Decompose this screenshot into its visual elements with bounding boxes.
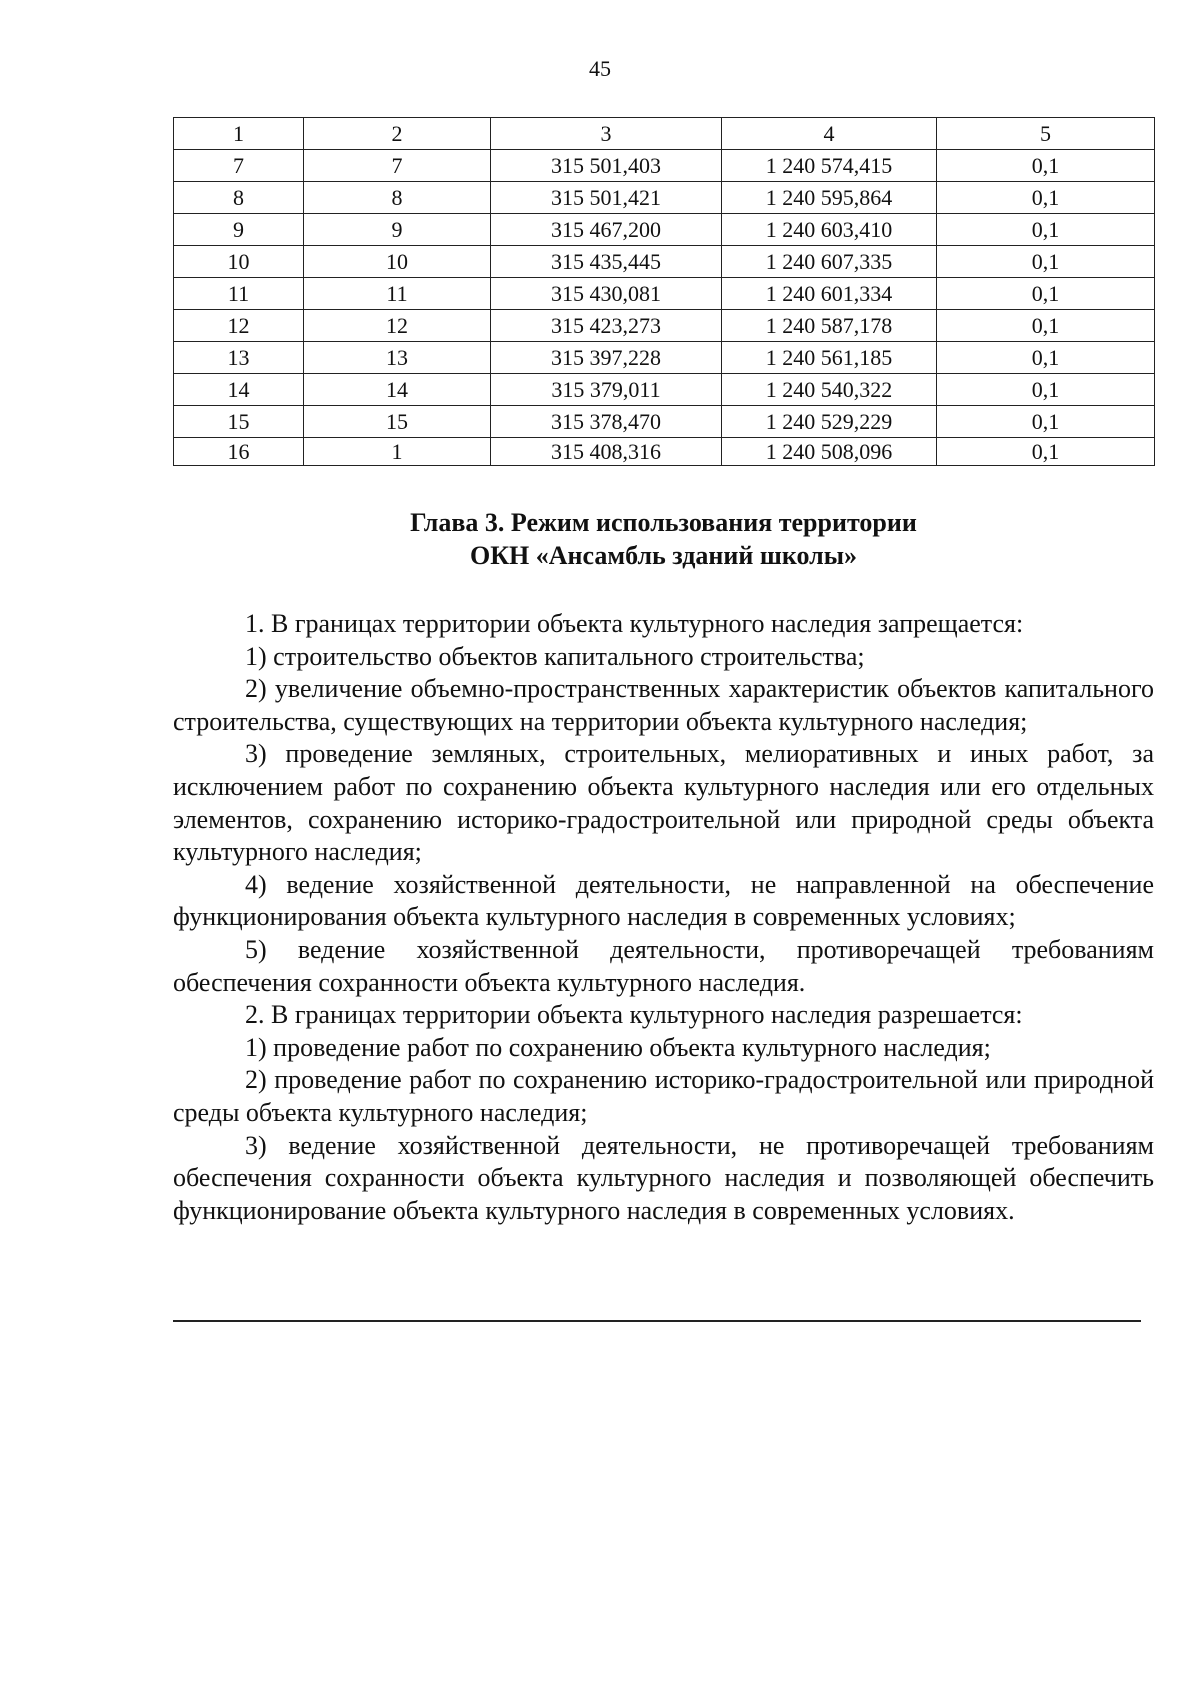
paragraph: 1) строительство объектов капитального строительства;: [245, 641, 865, 671]
table-cell: 0,1: [937, 246, 1155, 278]
table-header-cell: 2: [304, 118, 491, 150]
table-cell: 0,1: [937, 406, 1155, 438]
table-cell: 14: [304, 374, 491, 406]
paragraph: 5) ведение хозяйственной деятельности, противоречащей требованиям обеспечения сохранности объекта культурного наследия.: [173, 934, 1154, 997]
chapter-title-line: Глава 3. Режим использования территории: [410, 508, 917, 537]
paragraph: 4) ведение хозяйственной деятельности, не направленной на обеспечение функционирования объекта культурного наследия в современных условиях;: [173, 869, 1154, 932]
table-cell: 16: [174, 438, 304, 466]
table-cell: 1: [304, 438, 491, 466]
table-header-cell: 1: [174, 118, 304, 150]
table-cell: 0,1: [937, 438, 1155, 466]
table-cell: 1 240 574,415: [722, 150, 937, 182]
chapter-title-line: ОКН «Ансамбль зданий школы»: [469, 541, 858, 570]
table-cell: 1 240 540,322: [722, 374, 937, 406]
table-row: [174, 342, 1155, 374]
table-header-cell: 3: [491, 118, 722, 150]
table-cell: 0,1: [937, 310, 1155, 342]
table-cell: 315 378,470: [491, 406, 722, 438]
table-cell: 315 397,228: [491, 342, 722, 374]
table-cell: 8: [174, 182, 304, 214]
table-cell: 10: [304, 246, 491, 278]
table-row: [174, 406, 1155, 438]
table-row: [174, 182, 1155, 214]
table-cell: 1 240 587,178: [722, 310, 937, 342]
table-cell: 1 240 601,334: [722, 278, 937, 310]
document-body: [173, 608, 1154, 1227]
table-cell: 12: [174, 310, 304, 342]
paragraph: 2) проведение работ по сохранению историко-градостроительной или природной среды объекта культурного наследия;: [173, 1065, 1154, 1127]
table-cell: 1 240 603,410: [722, 214, 937, 246]
table-cell: 0,1: [937, 278, 1155, 310]
table-cell: 13: [174, 342, 304, 374]
table-cell: 10: [174, 246, 304, 278]
table-cell: 0,1: [937, 182, 1155, 214]
table-row: [174, 214, 1155, 246]
coordinates-table: [173, 117, 1155, 466]
table-cell: 315 467,200: [491, 214, 722, 246]
table-cell: 7: [304, 150, 491, 182]
table-cell: 0,1: [937, 150, 1155, 182]
table-cell: 315 430,081: [491, 278, 722, 310]
table-cell: 1 240 607,335: [722, 246, 937, 278]
table-cell: 1 240 529,229: [722, 406, 937, 438]
table-cell: 13: [304, 342, 491, 374]
table-cell: 0,1: [937, 342, 1155, 374]
table-cell: 1 240 595,864: [722, 182, 937, 214]
table-row: [174, 310, 1155, 342]
table-cell: 315 501,403: [491, 150, 722, 182]
paragraph: 1) проведение работ по сохранению объекта культурного наследия;: [245, 1032, 991, 1062]
paragraph: 3) ведение хозяйственной деятельности, не противоречащей требованиям обеспечения сохранности объекта культурного наследия и позволяющей обеспечить функционирование объекта культурного наследия в современных условиях.: [173, 1130, 1154, 1225]
table-cell: 15: [174, 406, 304, 438]
table-cell: 14: [174, 374, 304, 406]
table-cell: 9: [304, 214, 491, 246]
table-cell: 11: [174, 278, 304, 310]
table-row: [174, 246, 1155, 278]
paragraph: 2) увеличение объемно-пространственных характеристик объектов капитального строительства, существующих на территории объекта культурного наследия;: [173, 674, 1154, 736]
table-header-row: [174, 118, 1155, 150]
table-row: [174, 374, 1155, 406]
paragraph: 1. В границах территории объекта культурного наследия запрещается:: [245, 609, 1024, 638]
table-header-cell: 5: [937, 118, 1155, 150]
table-cell: 15: [304, 406, 491, 438]
table-cell: 315 435,445: [491, 246, 722, 278]
table-cell: 315 379,011: [491, 374, 722, 406]
end-divider: [173, 1320, 1141, 1322]
table-cell: 8: [304, 182, 491, 214]
chapter-title: [173, 506, 1154, 572]
table-cell: 0,1: [937, 214, 1155, 246]
table-row: [174, 150, 1155, 182]
paragraph: 3) проведение земляных, строительных, мелиоративных и иных работ, за исключением работ по сохранению объекта культурного наследия или его отдельных элементов, сохранению историко-градостроительной или природной среды объекта культурного наследия;: [173, 739, 1154, 867]
table-header-cell: 4: [722, 118, 937, 150]
table-cell: 9: [174, 214, 304, 246]
table-cell: 315 408,316: [491, 438, 722, 466]
table-cell: 11: [304, 278, 491, 310]
paragraph: 2. В границах территории объекта культурного наследия разрешается:: [245, 1000, 1023, 1030]
table-row: [174, 278, 1155, 310]
page-number: 45: [589, 56, 611, 81]
table-cell: 315 501,421: [491, 182, 722, 214]
table-cell: 1 240 561,185: [722, 342, 937, 374]
table-row: [174, 438, 1155, 466]
table-cell: 315 423,273: [491, 310, 722, 342]
table-cell: 7: [174, 150, 304, 182]
table-cell: 1 240 508,096: [722, 438, 937, 466]
table-cell: 12: [304, 310, 491, 342]
table-cell: 0,1: [937, 374, 1155, 406]
